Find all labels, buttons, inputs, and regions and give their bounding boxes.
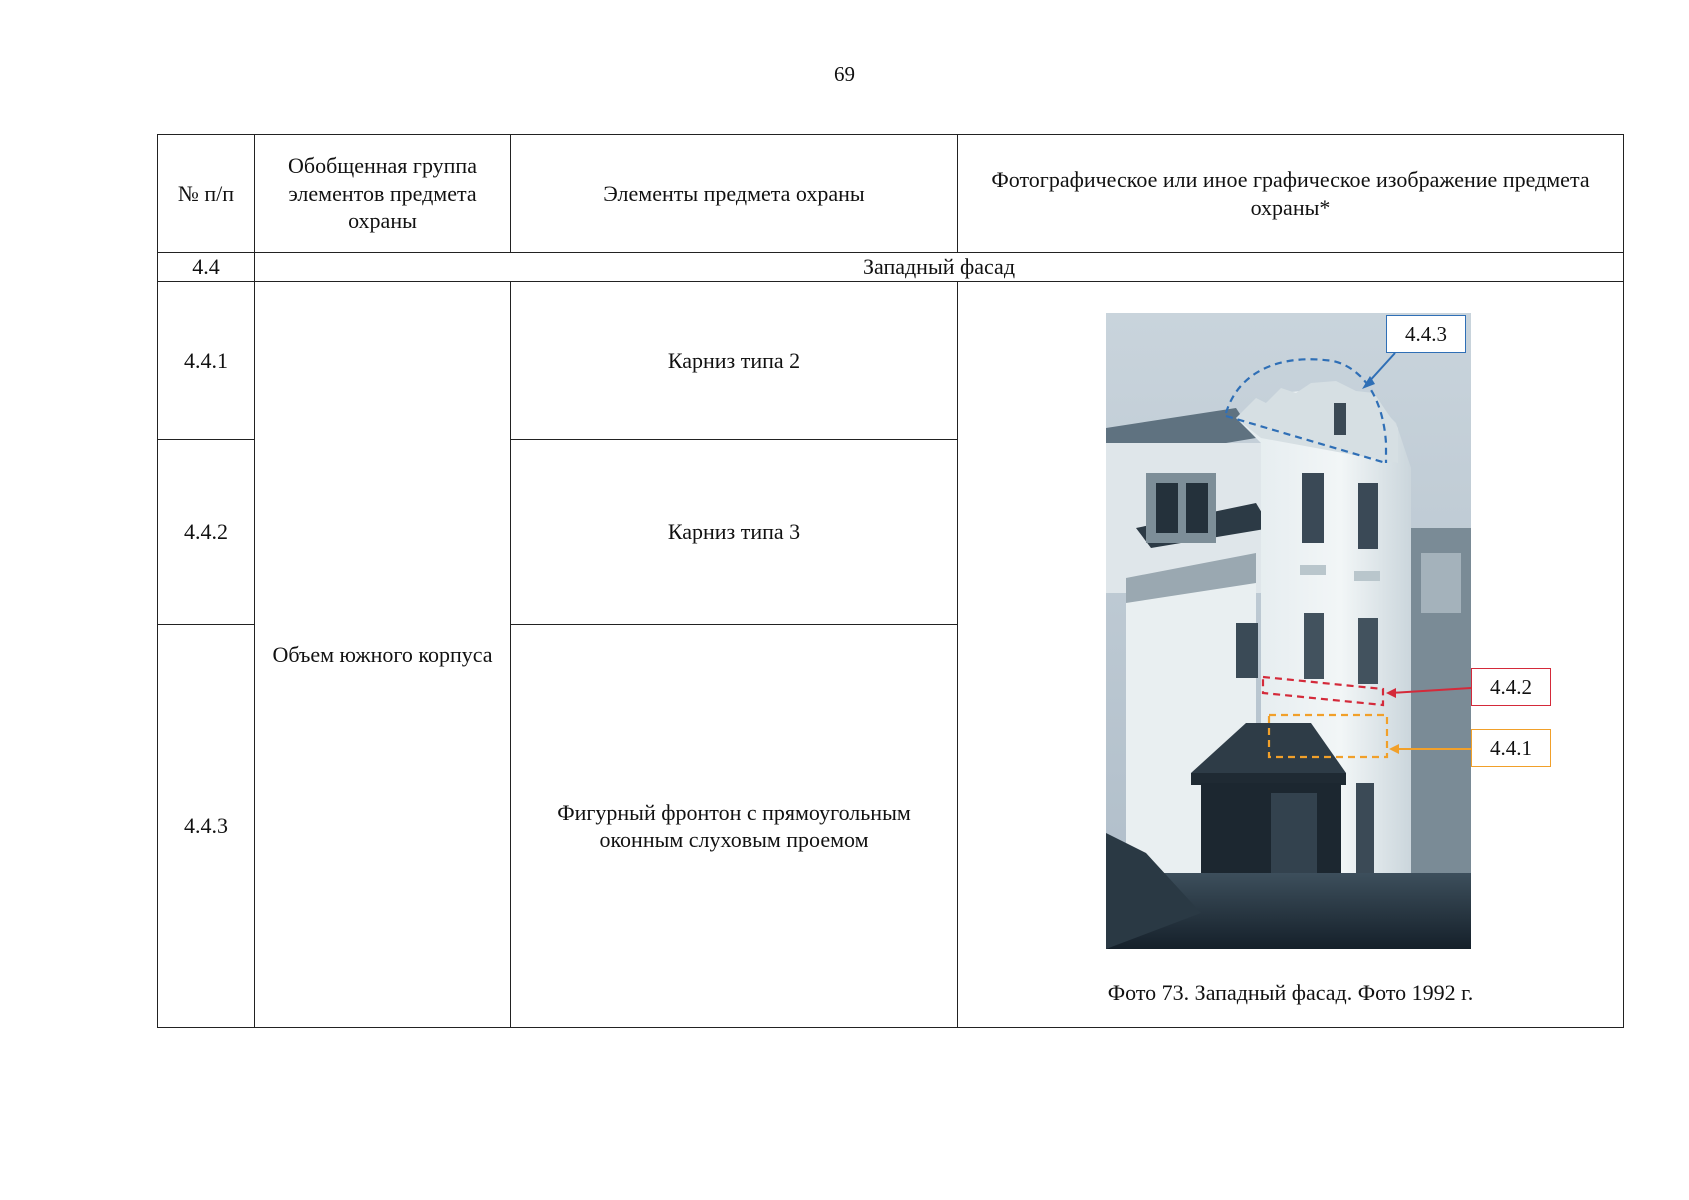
table-header-row	[158, 135, 1624, 253]
header-elements: Элементы предмета охраны	[511, 135, 958, 253]
row-element: Карниз типа 2	[511, 282, 958, 440]
protection-items-table	[157, 134, 1624, 1028]
row-num: 4.4.1	[158, 282, 255, 440]
section-num: 4.4	[158, 253, 255, 282]
photo-caption: Фото 73. Западный фасад. Фото 1992 г.	[1107, 979, 1474, 1005]
section-title: Западный фасад	[255, 253, 1624, 282]
callout-4-4-1: 4.4.1	[1471, 729, 1551, 767]
photo-cell	[958, 282, 1624, 1028]
row-num: 4.4.3	[158, 625, 255, 1028]
section-row	[158, 253, 1624, 282]
header-num: № п/п	[158, 135, 255, 253]
group-cell: Объем южного корпуса	[255, 282, 511, 1028]
page-number: 69	[834, 62, 855, 86]
row-element: Карниз типа 3	[511, 440, 958, 625]
callout-4-4-3: 4.4.3	[1386, 315, 1466, 353]
row-element: Фигурный фронтон с прямоугольным оконным слуховым проемом	[511, 625, 958, 1028]
header-image: Фотографическое или иное графическое изображение предмета охраны*	[958, 135, 1624, 253]
photo-annotations	[958, 283, 1624, 1027]
callout-4-4-2: 4.4.2	[1471, 668, 1551, 706]
header-group: Обобщенная группа элементов предмета охраны	[255, 135, 511, 253]
table-row	[158, 282, 1624, 440]
row-num: 4.4.2	[158, 440, 255, 625]
